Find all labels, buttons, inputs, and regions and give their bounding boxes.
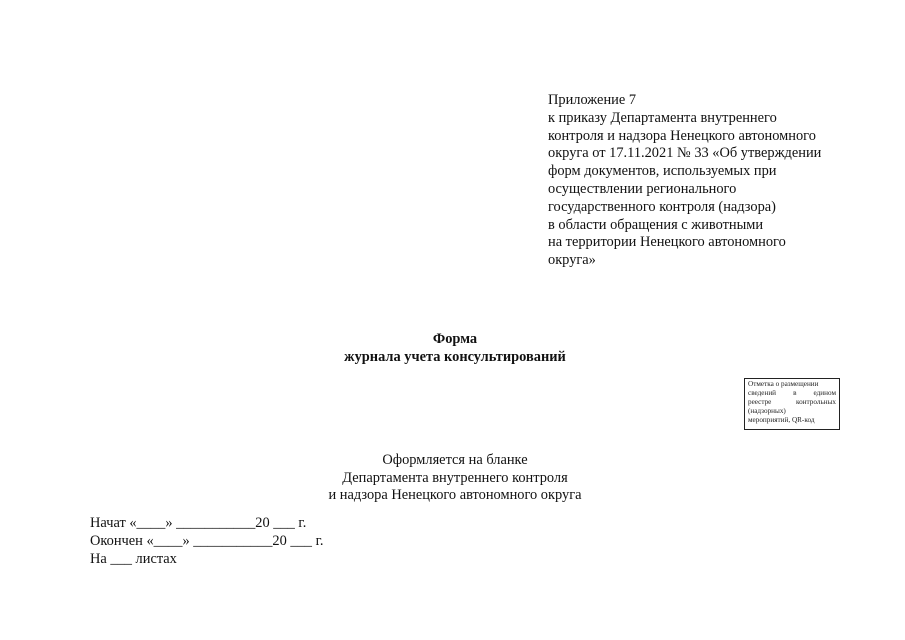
appendix-line: в области обращения с животными: [548, 216, 764, 233]
appendix-line: на территории Ненецкого автономного: [548, 234, 786, 251]
finished-date-line: Окончен «____» ___________20 ___ г.: [90, 533, 324, 549]
sheet-count-line: На ___ листах: [90, 551, 177, 567]
qr-note-line: (надзорных): [748, 406, 786, 415]
journal-dates-block: [90, 514, 323, 568]
appendix-line: осуществлении регионального: [548, 180, 737, 197]
qr-note-line: сведений в едином: [748, 388, 836, 397]
form-title: [250, 330, 660, 366]
letterhead-note-line: Оформляется на бланке: [382, 452, 528, 468]
qr-note-line: мероприятий, QR-код: [748, 415, 815, 424]
qr-note-line: Отметка о размещении: [748, 380, 819, 388]
letterhead-note: [250, 452, 660, 505]
letterhead-note-line: Департамента внутреннего контроля: [342, 469, 568, 486]
appendix-line: Приложение 7: [548, 92, 637, 108]
appendix-line: государственного контроля (надзора): [548, 198, 776, 215]
appendix-line: к приказу Департамента внутреннего: [548, 109, 777, 126]
qr-note-line: реестре контрольных: [748, 397, 836, 406]
form-title-subtitle: журнала учета консультирований: [344, 349, 566, 365]
qr-code-placement-box: [744, 378, 840, 430]
appendix-line: округа»: [548, 252, 596, 269]
appendix-line: округа от 17.11.2021 № 33 «Об утверждении: [548, 145, 822, 162]
started-date-line: Начат «____» ___________20 ___ г.: [90, 515, 307, 531]
form-title-line: Форма: [432, 331, 478, 347]
appendix-line: форм документов, используемых при: [548, 163, 777, 180]
appendix-line: контроля и надзора Ненецкого автономного: [548, 127, 816, 144]
appendix-reference-block: [548, 92, 868, 270]
letterhead-note-line: и надзора Ненецкого автономного округа: [328, 487, 582, 504]
